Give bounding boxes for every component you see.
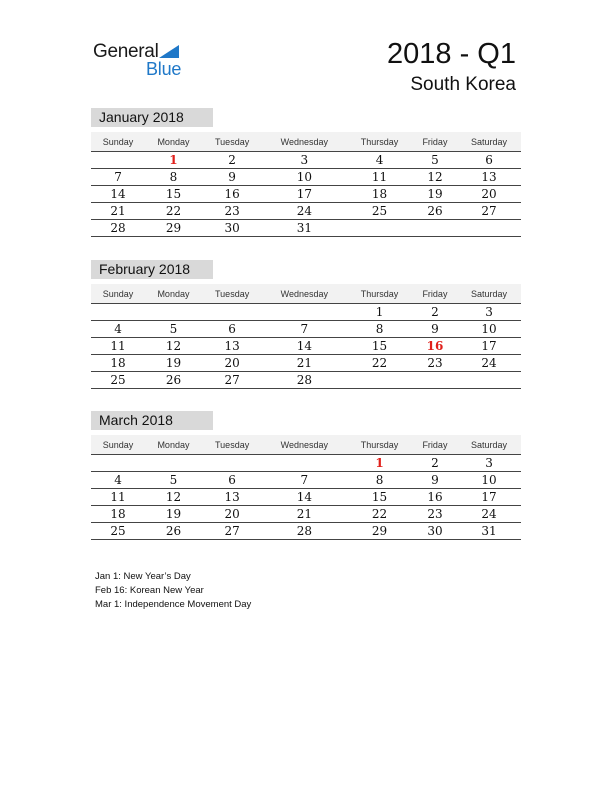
day-cell: 6 <box>457 152 521 169</box>
month-block-march <box>91 411 521 540</box>
day-cell: 4 <box>91 472 145 489</box>
weekday-label: Tuesday <box>202 132 263 152</box>
day-cell: 19 <box>413 186 457 203</box>
page-title: 2018 - Q1 <box>387 38 516 70</box>
day-cell: 1 <box>346 304 412 321</box>
day-cell: 18 <box>346 186 412 203</box>
logo-word-blue: Blue <box>146 59 182 79</box>
weekday-label: Wednesday <box>262 284 346 304</box>
day-cell: 18 <box>91 355 145 372</box>
day-cell: 5 <box>145 472 202 489</box>
week-row <box>91 186 521 203</box>
general-blue-logo <box>93 41 193 81</box>
day-cell: 19 <box>145 506 202 523</box>
empty-day-cell <box>346 372 412 389</box>
day-cell: 10 <box>262 169 346 186</box>
weekday-header-row <box>91 435 521 455</box>
weekday-label: Saturday <box>457 132 521 152</box>
empty-day-cell <box>91 304 145 321</box>
empty-day-cell <box>262 304 346 321</box>
month-grid <box>91 435 521 540</box>
day-cell: 16 <box>202 186 263 203</box>
empty-day-cell <box>91 455 145 472</box>
day-cell: 4 <box>91 321 145 338</box>
weekday-label: Friday <box>413 435 457 455</box>
day-cell: 10 <box>457 472 521 489</box>
week-row <box>91 506 521 523</box>
weekday-label: Friday <box>413 284 457 304</box>
day-cell: 14 <box>262 489 346 506</box>
day-cell: 7 <box>91 169 145 186</box>
week-row <box>91 523 521 540</box>
weekday-label: Sunday <box>91 132 145 152</box>
week-row <box>91 152 521 169</box>
day-cell: 26 <box>145 372 202 389</box>
day-cell: 14 <box>262 338 346 355</box>
weekday-label: Monday <box>145 284 202 304</box>
day-cell: 3 <box>262 152 346 169</box>
day-cell: 9 <box>413 321 457 338</box>
week-row <box>91 489 521 506</box>
day-cell: 24 <box>457 355 521 372</box>
empty-day-cell <box>262 455 346 472</box>
holiday-note: Mar 1: Independence Movement Day <box>95 599 252 610</box>
day-cell: 27 <box>457 203 521 220</box>
day-cell: 31 <box>262 220 346 237</box>
day-cell: 12 <box>145 338 202 355</box>
empty-day-cell <box>413 220 457 237</box>
day-cell: 7 <box>262 472 346 489</box>
day-cell: 26 <box>145 523 202 540</box>
holiday-day-cell: 16 <box>413 338 457 355</box>
day-cell: 28 <box>262 523 346 540</box>
day-cell: 20 <box>202 355 263 372</box>
day-cell: 21 <box>91 203 145 220</box>
day-cell: 25 <box>346 203 412 220</box>
month-block-january <box>91 108 521 237</box>
day-cell: 23 <box>413 355 457 372</box>
month-title: March 2018 <box>91 411 213 430</box>
day-cell: 12 <box>145 489 202 506</box>
day-cell: 27 <box>202 523 263 540</box>
month-title: January 2018 <box>91 108 213 127</box>
day-cell: 7 <box>262 321 346 338</box>
weekday-label: Saturday <box>457 284 521 304</box>
month-block-february <box>91 260 521 389</box>
day-cell: 28 <box>262 372 346 389</box>
week-row <box>91 472 521 489</box>
day-cell: 12 <box>413 169 457 186</box>
holiday-day-cell: 1 <box>145 152 202 169</box>
day-cell: 13 <box>202 489 263 506</box>
weekday-header-row <box>91 284 521 304</box>
weekday-label: Thursday <box>346 132 412 152</box>
day-cell: 23 <box>413 506 457 523</box>
day-cell: 20 <box>202 506 263 523</box>
day-cell: 9 <box>202 169 263 186</box>
day-cell: 14 <box>91 186 145 203</box>
empty-day-cell <box>457 220 521 237</box>
week-row <box>91 169 521 186</box>
week-row <box>91 455 521 472</box>
month-title: February 2018 <box>91 260 213 279</box>
empty-day-cell <box>202 304 263 321</box>
day-cell: 15 <box>145 186 202 203</box>
day-cell: 2 <box>413 455 457 472</box>
day-cell: 6 <box>202 472 263 489</box>
weekday-label: Saturday <box>457 435 521 455</box>
day-cell: 22 <box>145 203 202 220</box>
day-cell: 28 <box>91 220 145 237</box>
weekday-label: Tuesday <box>202 435 263 455</box>
day-cell: 2 <box>202 152 263 169</box>
holiday-note: Jan 1: New Year’s Day <box>95 571 191 582</box>
holiday-note: Feb 16: Korean New Year <box>95 585 204 596</box>
day-cell: 15 <box>346 338 412 355</box>
weekday-label: Monday <box>145 435 202 455</box>
day-cell: 17 <box>457 338 521 355</box>
day-cell: 22 <box>346 506 412 523</box>
day-cell: 15 <box>346 489 412 506</box>
day-cell: 4 <box>346 152 412 169</box>
weekday-label: Tuesday <box>202 284 263 304</box>
country-name: South Korea <box>410 74 516 95</box>
empty-day-cell <box>145 304 202 321</box>
week-row <box>91 203 521 220</box>
empty-day-cell <box>346 220 412 237</box>
day-cell: 30 <box>413 523 457 540</box>
weekday-label: Monday <box>145 132 202 152</box>
week-row <box>91 321 521 338</box>
weekday-label: Wednesday <box>262 435 346 455</box>
day-cell: 17 <box>262 186 346 203</box>
day-cell: 24 <box>262 203 346 220</box>
week-row <box>91 372 521 389</box>
day-cell: 29 <box>145 220 202 237</box>
day-cell: 26 <box>413 203 457 220</box>
day-cell: 17 <box>457 489 521 506</box>
empty-day-cell <box>457 372 521 389</box>
week-row <box>91 220 521 237</box>
weekday-label: Sunday <box>91 284 145 304</box>
day-cell: 25 <box>91 372 145 389</box>
day-cell: 11 <box>91 338 145 355</box>
empty-day-cell <box>413 372 457 389</box>
day-cell: 29 <box>346 523 412 540</box>
month-grid <box>91 284 521 389</box>
empty-day-cell <box>202 455 263 472</box>
day-cell: 18 <box>91 506 145 523</box>
day-cell: 5 <box>413 152 457 169</box>
day-cell: 3 <box>457 455 521 472</box>
day-cell: 13 <box>457 169 521 186</box>
day-cell: 8 <box>346 321 412 338</box>
empty-day-cell <box>91 152 145 169</box>
day-cell: 6 <box>202 321 263 338</box>
day-cell: 10 <box>457 321 521 338</box>
weekday-label: Thursday <box>346 284 412 304</box>
day-cell: 5 <box>145 321 202 338</box>
day-cell: 8 <box>346 472 412 489</box>
day-cell: 9 <box>413 472 457 489</box>
week-row <box>91 304 521 321</box>
logo-word-general: General <box>93 41 159 62</box>
day-cell: 25 <box>91 523 145 540</box>
day-cell: 16 <box>413 489 457 506</box>
holiday-notes <box>95 570 251 612</box>
weekday-header-row <box>91 132 521 152</box>
day-cell: 11 <box>346 169 412 186</box>
day-cell: 21 <box>262 355 346 372</box>
weekday-label: Friday <box>413 132 457 152</box>
day-cell: 13 <box>202 338 263 355</box>
day-cell: 20 <box>457 186 521 203</box>
day-cell: 21 <box>262 506 346 523</box>
day-cell: 22 <box>346 355 412 372</box>
day-cell: 23 <box>202 203 263 220</box>
empty-day-cell <box>145 455 202 472</box>
day-cell: 27 <box>202 372 263 389</box>
logo-triangle-icon <box>159 45 179 58</box>
day-cell: 30 <box>202 220 263 237</box>
weekday-label: Sunday <box>91 435 145 455</box>
month-grid <box>91 132 521 237</box>
day-cell: 3 <box>457 304 521 321</box>
day-cell: 2 <box>413 304 457 321</box>
day-cell: 24 <box>457 506 521 523</box>
day-cell: 31 <box>457 523 521 540</box>
weekday-label: Wednesday <box>262 132 346 152</box>
week-row <box>91 355 521 372</box>
holiday-day-cell: 1 <box>346 455 412 472</box>
day-cell: 11 <box>91 489 145 506</box>
day-cell: 19 <box>145 355 202 372</box>
week-row <box>91 338 521 355</box>
weekday-label: Thursday <box>346 435 412 455</box>
day-cell: 8 <box>145 169 202 186</box>
